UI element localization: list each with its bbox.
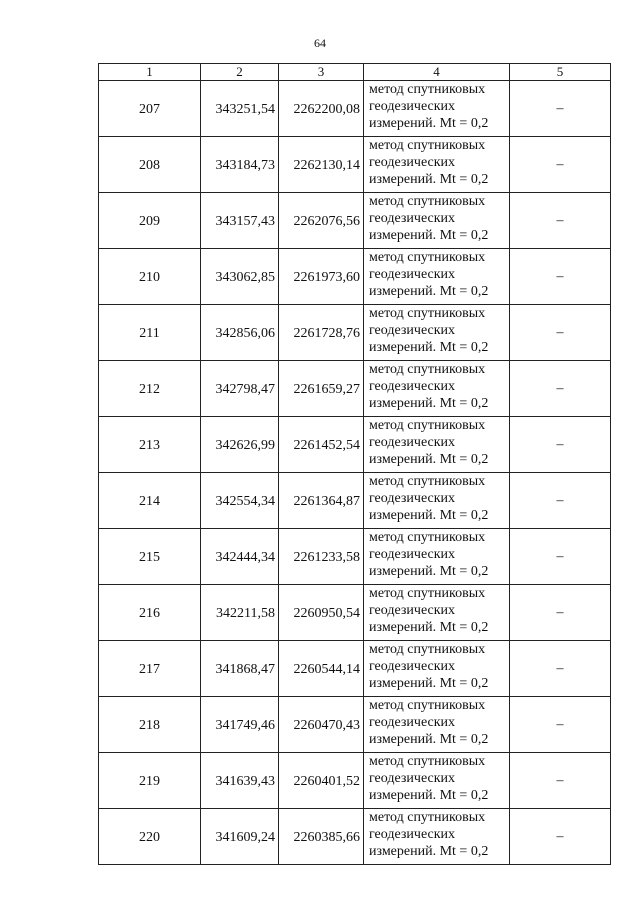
method-cell — [364, 81, 510, 137]
method-line: измерений. Mt = 0,2 — [369, 452, 489, 467]
x-coordinate-cell: 343184,73 — [201, 137, 279, 193]
note-cell: – — [510, 249, 611, 305]
x-coordinate-cell: 341639,43 — [201, 753, 279, 809]
x-coordinate-cell: 342554,34 — [201, 473, 279, 529]
method-line: измерений. Mt = 0,2 — [369, 340, 489, 355]
note-cell: – — [510, 305, 611, 361]
y-coordinate-cell: 2261452,54 — [279, 417, 364, 473]
header-col-4: 4 — [364, 64, 510, 81]
header-row — [99, 64, 611, 81]
point-number-cell: 210 — [99, 249, 201, 305]
note-cell: – — [510, 81, 611, 137]
point-number-cell: 217 — [99, 641, 201, 697]
method-cell — [364, 697, 510, 753]
table-row — [99, 529, 611, 585]
method-cell — [364, 809, 510, 865]
method-line: измерений. Mt = 0,2 — [369, 116, 489, 131]
x-coordinate-cell: 342626,99 — [201, 417, 279, 473]
table-row — [99, 361, 611, 417]
method-line: измерений. Mt = 0,2 — [369, 396, 489, 411]
table-row — [99, 697, 611, 753]
y-coordinate-cell: 2262076,56 — [279, 193, 364, 249]
method-line: измерений. Mt = 0,2 — [369, 620, 489, 635]
x-coordinate-cell: 342211,58 — [201, 585, 279, 641]
note-cell: – — [510, 809, 611, 865]
method-line: метод спутниковых — [369, 82, 486, 97]
y-coordinate-cell: 2261728,76 — [279, 305, 364, 361]
table-row — [99, 473, 611, 529]
x-coordinate-cell: 343062,85 — [201, 249, 279, 305]
note-cell: – — [510, 697, 611, 753]
x-coordinate-cell: 342444,34 — [201, 529, 279, 585]
point-number-cell: 219 — [99, 753, 201, 809]
method-line: геодезических — [369, 267, 456, 282]
method-cell — [364, 753, 510, 809]
table-row — [99, 305, 611, 361]
point-number-cell: 207 — [99, 81, 201, 137]
header-col-2: 2 — [201, 64, 279, 81]
method-line: метод спутниковых — [369, 698, 486, 713]
method-cell — [364, 529, 510, 585]
y-coordinate-cell: 2262130,14 — [279, 137, 364, 193]
method-line: метод спутниковых — [369, 754, 486, 769]
table-header — [99, 64, 611, 81]
method-cell — [364, 361, 510, 417]
header-col-5: 5 — [510, 64, 611, 81]
note-cell: – — [510, 361, 611, 417]
method-line: метод спутниковых — [369, 250, 486, 265]
point-number-cell: 212 — [99, 361, 201, 417]
method-line: метод спутниковых — [369, 642, 486, 657]
y-coordinate-cell: 2260544,14 — [279, 641, 364, 697]
method-line: геодезических — [369, 547, 456, 562]
point-number-cell: 214 — [99, 473, 201, 529]
table-row — [99, 193, 611, 249]
x-coordinate-cell: 342798,47 — [201, 361, 279, 417]
method-cell — [364, 473, 510, 529]
method-line: метод спутниковых — [369, 530, 486, 545]
method-line: метод спутниковых — [369, 810, 486, 825]
method-line: геодезических — [369, 435, 456, 450]
method-line: геодезических — [369, 771, 456, 786]
table-row — [99, 81, 611, 137]
note-cell: – — [510, 473, 611, 529]
y-coordinate-cell: 2261973,60 — [279, 249, 364, 305]
method-line: геодезических — [369, 211, 456, 226]
method-cell — [364, 137, 510, 193]
method-line: метод спутниковых — [369, 362, 486, 377]
table-row — [99, 585, 611, 641]
method-line: геодезических — [369, 379, 456, 394]
method-line: метод спутниковых — [369, 306, 486, 321]
page-number: 64 — [314, 36, 326, 50]
method-line: геодезических — [369, 827, 456, 842]
note-cell: – — [510, 529, 611, 585]
note-cell: – — [510, 417, 611, 473]
table-row — [99, 809, 611, 865]
note-cell: – — [510, 641, 611, 697]
method-cell — [364, 585, 510, 641]
method-line: измерений. Mt = 0,2 — [369, 844, 489, 859]
point-number-cell: 209 — [99, 193, 201, 249]
y-coordinate-cell: 2262200,08 — [279, 81, 364, 137]
point-number-cell: 220 — [99, 809, 201, 865]
x-coordinate-cell: 343157,43 — [201, 193, 279, 249]
method-line: измерений. Mt = 0,2 — [369, 508, 489, 523]
x-coordinate-cell: 341868,47 — [201, 641, 279, 697]
y-coordinate-cell: 2261233,58 — [279, 529, 364, 585]
method-line: геодезических — [369, 603, 456, 618]
y-coordinate-cell: 2260385,66 — [279, 809, 364, 865]
method-cell — [364, 305, 510, 361]
x-coordinate-cell: 341609,24 — [201, 809, 279, 865]
table-row — [99, 753, 611, 809]
method-line: измерений. Mt = 0,2 — [369, 172, 489, 187]
table-row — [99, 417, 611, 473]
method-line: метод спутниковых — [369, 138, 486, 153]
coordinates-table — [98, 63, 611, 865]
method-line: геодезических — [369, 715, 456, 730]
note-cell: – — [510, 193, 611, 249]
method-line: геодезических — [369, 491, 456, 506]
method-line: измерений. Mt = 0,2 — [369, 676, 489, 691]
method-line: измерений. Mt = 0,2 — [369, 788, 489, 803]
note-cell: – — [510, 753, 611, 809]
point-number-cell: 213 — [99, 417, 201, 473]
method-line: метод спутниковых — [369, 474, 486, 489]
point-number-cell: 218 — [99, 697, 201, 753]
note-cell: – — [510, 585, 611, 641]
method-line: метод спутниковых — [369, 586, 486, 601]
point-number-cell: 215 — [99, 529, 201, 585]
method-line: геодезических — [369, 155, 456, 170]
method-line: метод спутниковых — [369, 194, 486, 209]
method-line: геодезических — [369, 659, 456, 674]
method-line: измерений. Mt = 0,2 — [369, 284, 489, 299]
y-coordinate-cell: 2261659,27 — [279, 361, 364, 417]
method-line: измерений. Mt = 0,2 — [369, 564, 489, 579]
method-line: геодезических — [369, 323, 456, 338]
table-row — [99, 137, 611, 193]
method-line: геодезических — [369, 99, 456, 114]
point-number-cell: 208 — [99, 137, 201, 193]
point-number-cell: 211 — [99, 305, 201, 361]
x-coordinate-cell: 342856,06 — [201, 305, 279, 361]
y-coordinate-cell: 2260401,52 — [279, 753, 364, 809]
header-col-3: 3 — [279, 64, 364, 81]
method-cell — [364, 641, 510, 697]
table-row — [99, 641, 611, 697]
table-body — [99, 81, 611, 865]
method-cell — [364, 193, 510, 249]
x-coordinate-cell: 341749,46 — [201, 697, 279, 753]
method-line: измерений. Mt = 0,2 — [369, 732, 489, 747]
y-coordinate-cell: 2261364,87 — [279, 473, 364, 529]
note-cell: – — [510, 137, 611, 193]
y-coordinate-cell: 2260950,54 — [279, 585, 364, 641]
method-line: измерений. Mt = 0,2 — [369, 228, 489, 243]
method-line: метод спутниковых — [369, 418, 486, 433]
method-cell — [364, 417, 510, 473]
y-coordinate-cell: 2260470,43 — [279, 697, 364, 753]
method-cell — [364, 249, 510, 305]
point-number-cell: 216 — [99, 585, 201, 641]
x-coordinate-cell: 343251,54 — [201, 81, 279, 137]
table-row — [99, 249, 611, 305]
header-col-1: 1 — [99, 64, 201, 81]
